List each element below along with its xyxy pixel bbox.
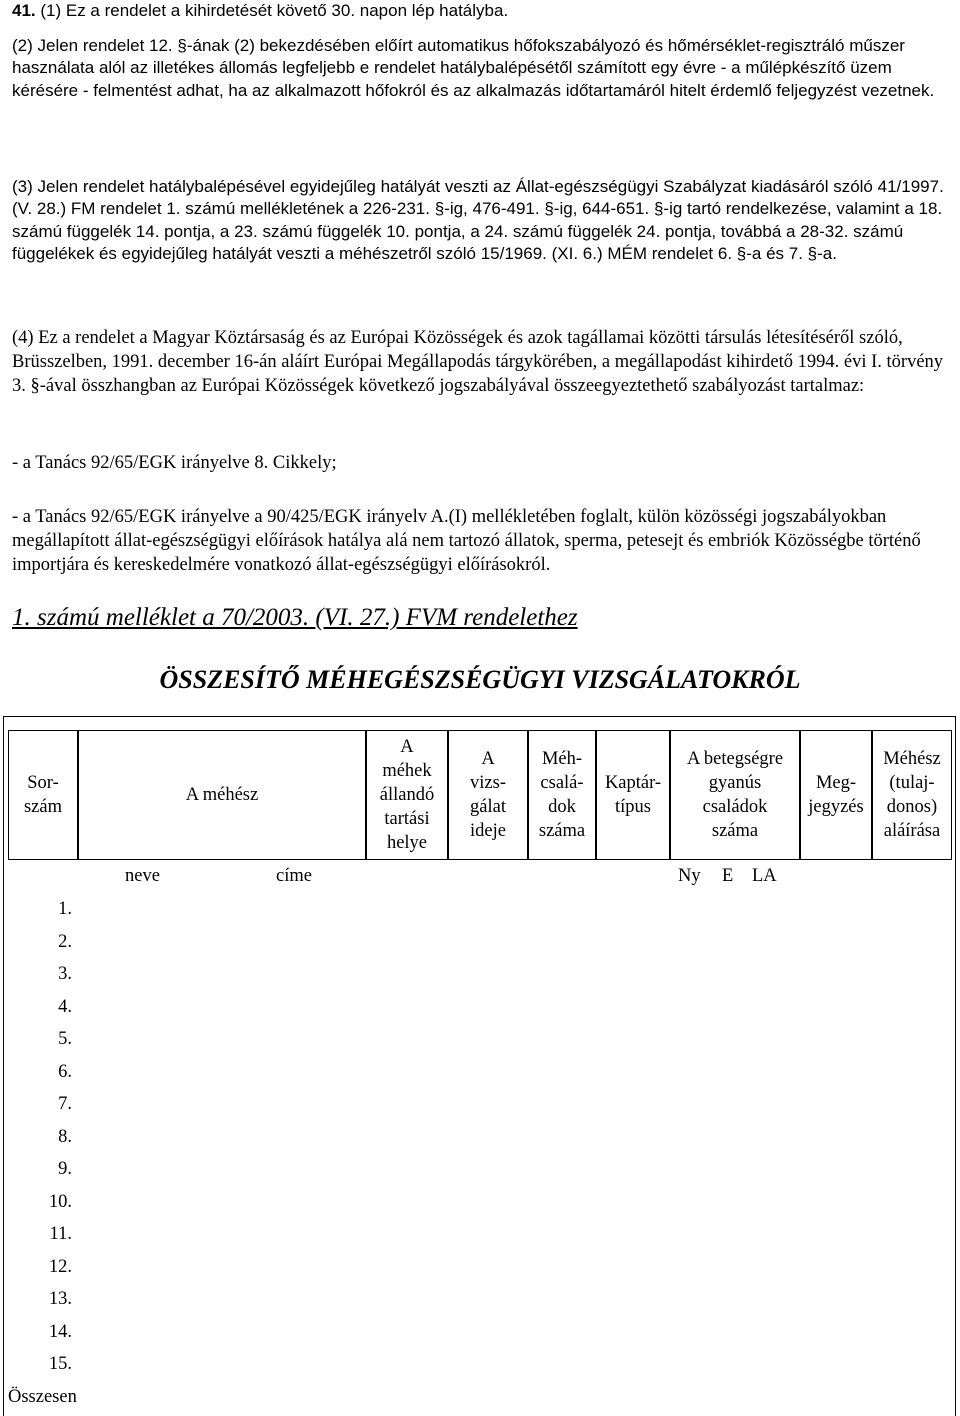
paragraph-3: (3) Jelen rendelet hatálybalépésével egyidejűleg hatályát veszti az Állat-egészségügyi Szabályzat kiadásáról szóló 41/1997. (V. 28.) FM rendelet 1. számú mellékletének a 226-231. §-ig, 476-491. §-ig, 644-651. §-ig tartó rendelkezése, valamint a 18. számú függelék 14. pontja, a 23. számú függelék 10. pontja, a 24. számú függelék 24. pontja, továbbá a 28-32. számú függelékek és egyidejűleg hatályát veszti a méhészetről szóló 15/1969. (XI. 6.) MÉM rendelet 6. §-a és 7. §-a. [12, 177, 944, 264]
total-label: Összesen [8, 1387, 77, 1407]
row-number: 3. [58, 964, 72, 984]
row-number: 9. [58, 1159, 72, 1179]
header-megjegyzes: Meg- jegyzés [800, 730, 872, 860]
section-number: 41. [12, 1, 36, 20]
header-alairas: Méhész (tulaj- donos) aláírása [872, 730, 952, 860]
row-number: 8. [58, 1127, 72, 1147]
row-number: 6. [58, 1062, 72, 1082]
header-vizsgalat-ideje: A vizs- gálat ideje [448, 730, 528, 860]
subheader-ny: Ny [678, 866, 701, 886]
paragraph-4: (4) Ez a rendelet a Magyar Köztársaság és az Európai Közösségek és azok tagállamai közötti társulás létesítéséről szóló, Brüsszelben, 1991. december 16-án aláírt Európai Megállapodás tárgykörében, a megállapodást kihirdető 1994. évi I. törvény 3. §-ával összhangban az Európai Közösségek következő jogszabályával összeegyeztethető szabályozást tartalmaz: [12, 328, 944, 396]
row-number: 5. [58, 1029, 72, 1049]
row-number: 12. [48, 1257, 72, 1277]
header-tartasi-helye: A méhek állandó tartási helye [366, 730, 448, 860]
attachment-title: 1. számú melléklet a 70/2003. (VI. 27.) FVM rendelethez [12, 604, 578, 631]
subheader-cime: címe [276, 866, 312, 886]
section-text: (1) Ez a rendelet a kihirdetését követő 30. napon lép hatályba. [35, 1, 509, 20]
header-meheszt: A méhész [78, 730, 366, 860]
subheader-la: LA [752, 866, 777, 886]
header-gyanus-csaladok: A betegségre gyanús családok száma [670, 730, 800, 860]
row-number: 11. [49, 1224, 72, 1244]
subheader-e: E [722, 866, 734, 886]
subheader-neve: neve [125, 866, 160, 886]
form-title: ÖSSZESÍTŐ MÉHEGÉSZSÉGÜGYI VIZSGÁLATOKRÓL [159, 665, 801, 694]
row-number: 2. [58, 932, 72, 952]
effective-date-line [12, 0, 952, 22]
list-item-directive-8: - a Tanács 92/65/EGK irányelve 8. Cikkely; [12, 453, 337, 473]
header-csaladok-szama: Méh- csalá- dok száma [528, 730, 596, 860]
row-number: 10. [48, 1192, 72, 1212]
row-number: 4. [58, 997, 72, 1017]
header-kaptartipus: Kaptár- típus [596, 730, 670, 860]
row-number: 1. [58, 899, 72, 919]
row-number: 14. [48, 1322, 72, 1342]
paragraph-2: (2) Jelen rendelet 12. §-ának (2) bekezdésében előírt automatikus hőfokszabályozó és hőmérséklet-regisztráló műszer használata alól az illetékes állomás legfeljebb e rendelet hatálybalépésétől számított egy évre - a műlépkészítő üzem kérésére - felmentést adhat, ha az alkalmazott hőfokról és az alkalmazás időtartamáról hitelt érdemlő feljegyzést vezetnek. [12, 36, 935, 100]
row-number: 7. [58, 1094, 72, 1114]
list-item-directive-import: - a Tanács 92/65/EGK irányelve a 90/425/EGK irányelv A.(I) mellékletében foglalt, külön közösségi jogszabályokban megállapított állat-egészségügyi előírások hatálya alá nem tartozó állatok, sperma, petesejt és embriók Közösségbe történő importjára és kereskedelmére vonatkozó állat-egészségügyi előírásokról. [12, 507, 921, 575]
row-number: 15. [48, 1354, 72, 1374]
header-sorszam: Sor- szám [8, 730, 78, 860]
row-number: 13. [48, 1289, 72, 1309]
